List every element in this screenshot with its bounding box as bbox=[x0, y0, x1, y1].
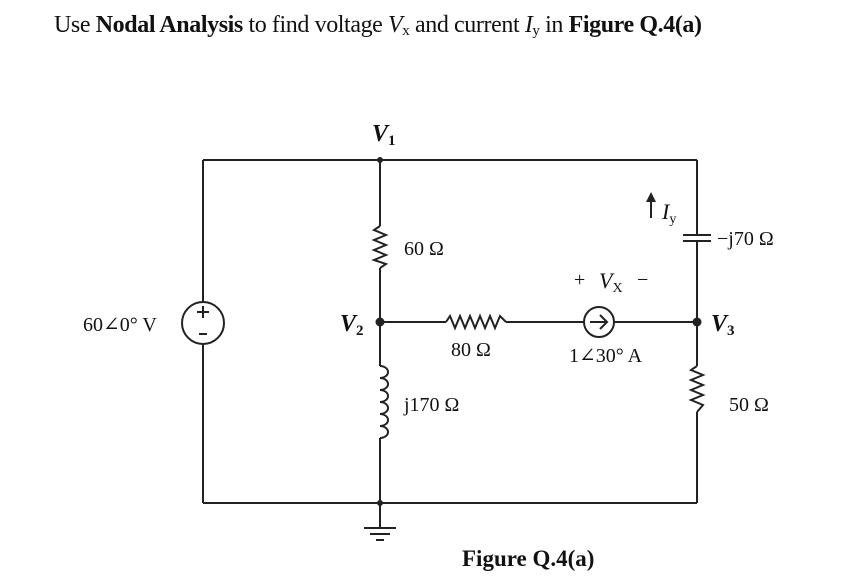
inductor-symbol bbox=[380, 366, 388, 438]
question-vx-sub: x bbox=[402, 23, 410, 39]
current-iy-arrow bbox=[646, 192, 656, 218]
node-v3-label bbox=[711, 311, 735, 339]
figure-caption: Figure Q.4(a) bbox=[462, 546, 595, 571]
resistor-60-symbol bbox=[374, 226, 386, 268]
resistor-50-symbol bbox=[691, 366, 703, 412]
node-ground-dot bbox=[377, 500, 383, 506]
resistor-50-label: 50 Ω bbox=[729, 394, 769, 416]
node-v2-dot bbox=[376, 318, 385, 327]
question-part-2: to find voltage bbox=[242, 12, 389, 38]
question-iy-var: I bbox=[524, 12, 533, 38]
vx-label bbox=[599, 268, 623, 296]
question-part-1: Use bbox=[54, 12, 96, 38]
vx-var: V bbox=[599, 268, 613, 293]
question-iy-sub: y bbox=[532, 23, 540, 39]
node-v2-sub: 2 bbox=[356, 323, 364, 339]
voltage-source-label: 60∠0° V bbox=[83, 314, 157, 336]
node-v1-sub: 1 bbox=[388, 133, 396, 149]
current-iy-sub: y bbox=[669, 212, 677, 227]
node-v3-name: V bbox=[711, 311, 728, 337]
current-iy-var: I bbox=[662, 199, 670, 224]
resistor-60-label: 60 Ω bbox=[404, 238, 444, 260]
vx-sub: X bbox=[612, 281, 623, 296]
circuit-wires bbox=[203, 160, 697, 528]
inductor-label: j170 Ω bbox=[404, 394, 460, 416]
node-v1-name: V bbox=[372, 121, 389, 147]
voltage-source-symbol bbox=[182, 302, 224, 344]
resistor-80-symbol bbox=[446, 316, 506, 328]
vx-minus: − bbox=[637, 269, 649, 291]
node-v3-sub: 3 bbox=[727, 323, 735, 339]
capacitor-label: −j70 Ω bbox=[717, 228, 774, 250]
current-source-symbol bbox=[584, 307, 614, 337]
node-v1-label bbox=[372, 121, 396, 149]
question-figure-ref: Figure Q.4(a) bbox=[568, 12, 702, 38]
question-part-4: in bbox=[539, 12, 569, 38]
node-v1-dot bbox=[377, 157, 383, 163]
current-source-label: 1∠30° A bbox=[569, 345, 643, 367]
node-v2-label bbox=[340, 311, 364, 339]
question-part-3: and current bbox=[409, 12, 525, 38]
ground-symbol bbox=[364, 528, 396, 540]
node-v2-name: V bbox=[340, 311, 357, 337]
current-iy-label bbox=[661, 199, 676, 227]
node-v3-dot bbox=[693, 318, 702, 327]
capacitor-symbol bbox=[683, 235, 711, 241]
question-vx-var: V bbox=[388, 12, 403, 38]
question-method: Nodal Analysis bbox=[95, 12, 243, 38]
resistor-80-label: 80 Ω bbox=[451, 339, 491, 361]
vx-plus: + bbox=[574, 269, 586, 291]
